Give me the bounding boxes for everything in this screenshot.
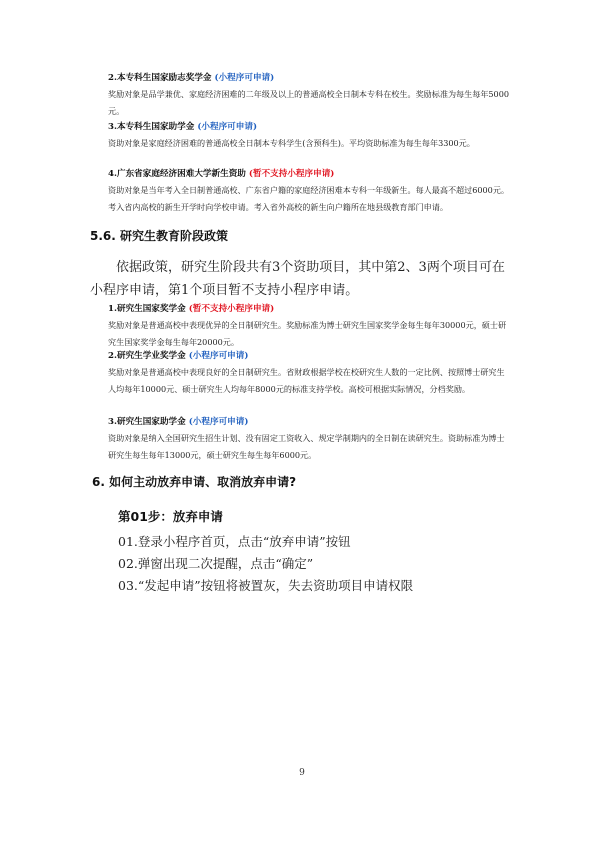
item-title: 2.研究生学业奖学金 — [108, 351, 186, 361]
item-body — [108, 364, 512, 397]
item-heading — [108, 303, 524, 315]
item-body — [108, 182, 512, 215]
status-tag: (暂不支持小程序申请) — [188, 304, 275, 314]
status-tag: (暂不支持小程序申请) — [248, 169, 335, 179]
page-number: 9 — [299, 768, 305, 778]
intro-text: 依据政策，研究生阶段共有3个资助项目，其中第2、3两个项目可在小程序申请，第1个项目暂不支持小程序申请。 — [90, 260, 505, 298]
item-body — [108, 317, 512, 350]
item-text: 资助对象是纳入全国研究生招生计划、没有固定工资收入、规定学制期内的全日制在读研究生。资助标准为博士研究生每生每年13000元，硕士研究生每生每年6000元。 — [108, 433, 505, 460]
item-title: 3.研究生国家助学金 — [108, 417, 186, 427]
status-tag: (小程序可申请) — [188, 351, 249, 361]
list-item: 03.“发起申请”按钮将被置灰，失去资助项目申请权限 — [118, 578, 414, 593]
item-title: 1.研究生国家奖学金 — [108, 304, 186, 314]
list-item: 01.登录小程序首页，点击“放弃申请”按钮 — [118, 534, 351, 549]
item-text: 资助对象是家庭经济困难的普通高校全日制本专科学生(含预科生)。平均资助标准为每生每年3300元。 — [108, 138, 475, 148]
item-heading — [108, 168, 524, 180]
item-body — [108, 135, 512, 152]
section-heading: 5.6. 研究生教育阶段政策 — [90, 229, 228, 243]
status-tag: (小程序可申请) — [188, 417, 249, 427]
item-title: 3.本专科生国家助学金 — [108, 122, 195, 132]
item-heading — [108, 121, 524, 133]
item-heading — [108, 72, 524, 84]
item-title: 4.广东省家庭经济困难大学新生资助 — [108, 169, 246, 179]
item-text: 资助对象是当年考入全日制普通高校、广东省户籍的家庭经济困难本专科一年级新生。每人最高不超过6000元。考入省内高校的新生开学时向学校申请。考入省外高校的新生向户籍所在地县级教育部门申请。 — [108, 185, 510, 212]
step-heading: 第01步：放弃申请 — [118, 509, 223, 524]
status-tag: (小程序可申请) — [214, 73, 275, 83]
item-text: 奖励对象是普通高校中表现优异的全日制研究生。奖励标准为博士研究生国家奖学金每生每年30000元，硕士研究生国家奖学金每生每年20000元。 — [108, 320, 507, 347]
question-heading: 6. 如何主动放弃申请、取消放弃申请? — [92, 475, 297, 489]
item-body — [108, 430, 512, 463]
item-text: 奖励对象是品学兼优、家庭经济困难的二年级及以上的普通高校全日制本专科在校生。奖励标准为每生每年5000元。 — [108, 89, 510, 116]
list-item: 02.弹窗出现二次提醒，点击“确定” — [118, 556, 314, 571]
section-intro — [90, 256, 508, 302]
status-tag: (小程序可申请) — [197, 122, 258, 132]
item-text: 奖励对象是普通高校中表现良好的全日制研究生。省财政根据学校在校研究生人数的一定比例、按照博士研究生人均每年10000元、硕士研究生人均每年8000元的标准支持学校。高校可根据实际情况，分档奖励。 — [108, 367, 505, 394]
item-heading — [108, 416, 524, 428]
item-heading — [108, 350, 524, 362]
item-body — [108, 86, 512, 119]
item-title: 2.本专科生国家励志奖学金 — [108, 73, 212, 83]
